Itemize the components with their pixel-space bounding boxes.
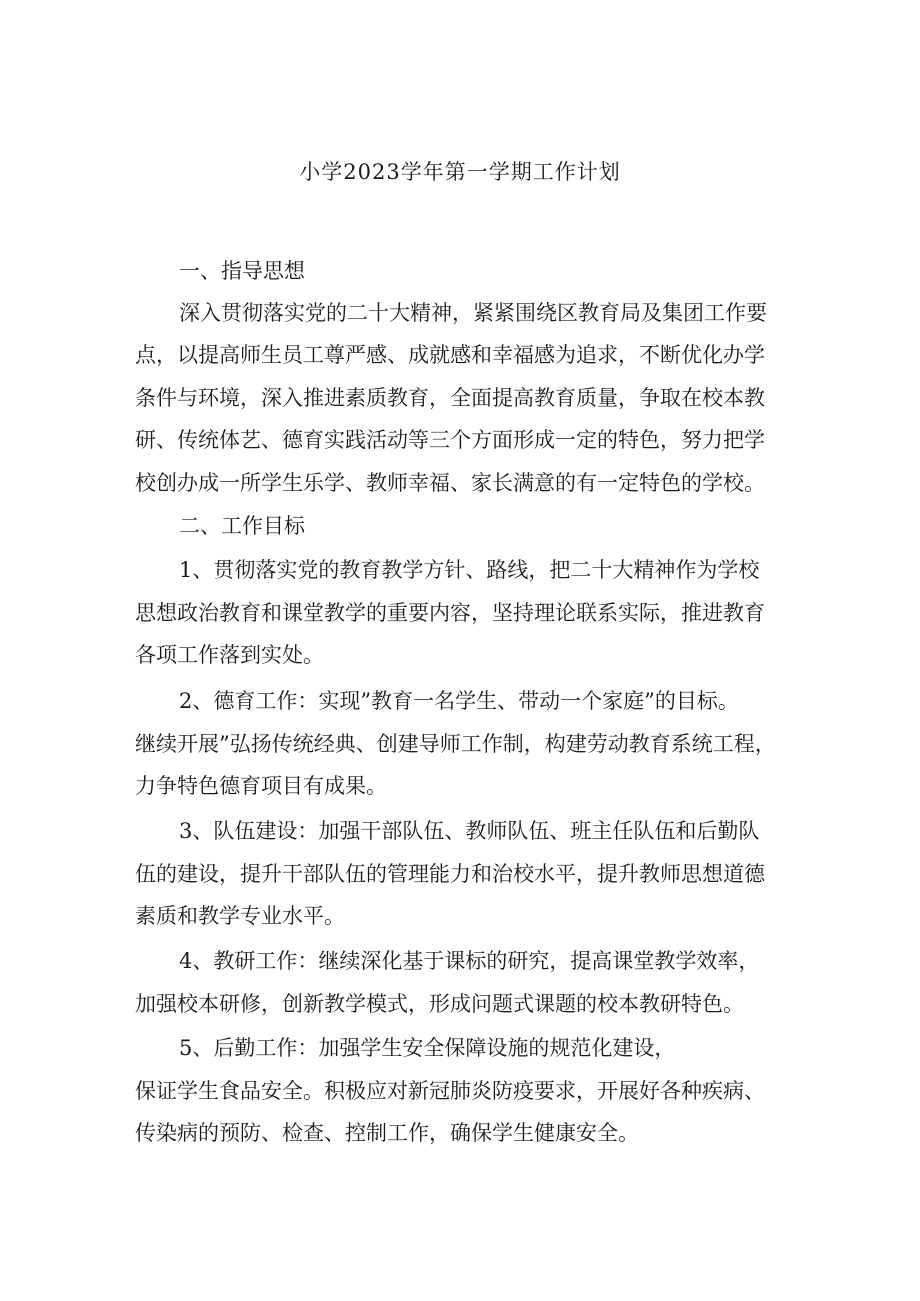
goal-item-5-line: 传染病的预防、检查、控制工作，确保学生健康安全。 xyxy=(135,1121,639,1145)
goal-item-5-line: 5、后勤工作：加强学生安全保障设施的规范化建设， xyxy=(179,1036,676,1060)
goal-item-5-line: 保证学生食品安全。积极应对新冠肺炎防疫要求，开展好各种疾病、 xyxy=(135,1079,765,1103)
goal-item-3-line: 3、队伍建设：加强干部队伍、教师队伍、班主任队伍和后勤队 xyxy=(179,819,760,843)
goal-item-1-line: 思想政治教育和课堂教学的重要内容，坚持理论联系实际，推进教育 xyxy=(135,601,765,625)
document-title: 小学2023学年第一学期工作计划 xyxy=(299,160,621,184)
goal-item-1-line: 各项工作落到实处。 xyxy=(135,643,324,667)
paragraph-line: 校创办成一所学生乐学、教师幸福、家长满意的有一定特色的学校。 xyxy=(135,471,765,495)
goal-item-2-line: 2、德育工作：实现”教育一名学生、带动一个家庭”的目标。 xyxy=(179,689,739,713)
section-heading-work-goals: 二、工作目标 xyxy=(179,514,305,538)
goal-item-2-line: 力争特色德育项目有成果。 xyxy=(135,774,387,798)
paragraph-line: 条件与环境，深入推进素质教育，全面提高教育质量，争取在校本教 xyxy=(135,386,765,410)
goal-item-2-line: 继续开展”弘扬传统经典、创建导师工作制，构建劳动教育系统工程， xyxy=(135,732,776,756)
paragraph-line: 研、传统体艺、德育实践活动等三个方面形成一定的特色，努力把学 xyxy=(135,428,765,452)
goal-item-3-line: 素质和教学专业水平。 xyxy=(135,904,345,928)
goal-item-3-line: 伍的建设，提升干部队伍的管理能力和治校水平，提升教师思想道德 xyxy=(135,862,765,886)
goal-item-1-line: 1、贯彻落实党的教育教学方针、路线，把二十大精神作为学校 xyxy=(179,558,760,582)
paragraph-line: 深入贯彻落实党的二十大精神，紧紧围绕区教育局及集团工作要 xyxy=(179,301,767,325)
goal-item-4-line: 4、教研工作：继续深化基于课标的研究，提高课堂教学效率， xyxy=(179,949,760,973)
section-heading-guiding-ideology: 一、指导思想 xyxy=(179,259,305,283)
goal-item-4-line: 加强校本研修，创新教学模式，形成问题式课题的校本教研特色。 xyxy=(135,992,744,1016)
paragraph-line: 点，以提高师生员工尊严感、成就感和幸福感为追求，不断优化办学 xyxy=(135,343,765,367)
